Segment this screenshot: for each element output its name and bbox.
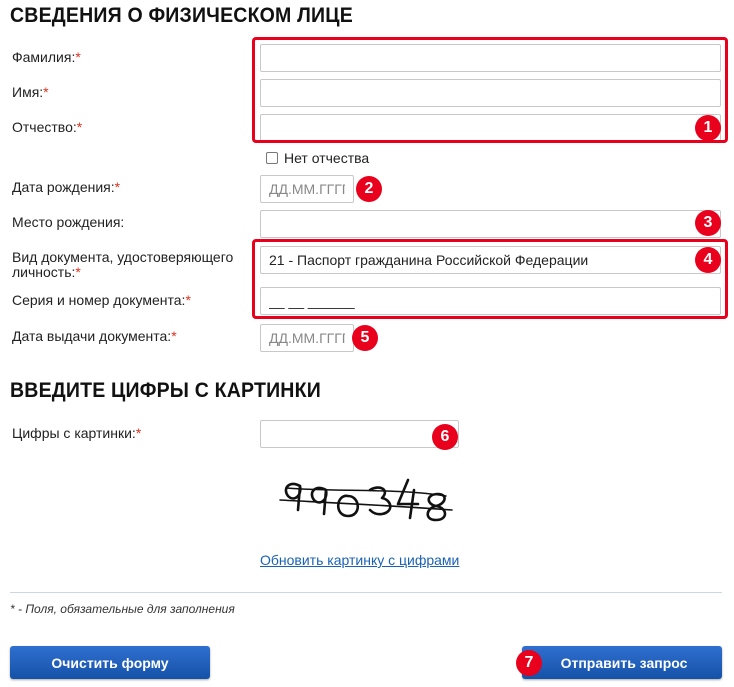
doc-number-label: [12, 292, 191, 308]
badge-7: 7: [516, 650, 542, 676]
badge-4: 4: [695, 247, 721, 273]
refresh-captcha-link[interactable]: Обновить картинку с цифрами: [260, 552, 460, 568]
section-title-personal: СВЕДЕНИЯ О ФИЗИЧЕСКОМ ЛИЦЕ: [10, 4, 353, 27]
name-label: [12, 84, 49, 100]
required-mark: *: [75, 264, 81, 280]
submit-request-button[interactable]: [522, 646, 722, 679]
required-mark: *: [135, 425, 142, 441]
captcha-label-text: Цифры с картинки:: [12, 425, 136, 441]
doc-type-selected-value: 21 - Паспорт гражданина Российской Федерации: [269, 252, 589, 268]
issue-date-label: [12, 328, 177, 344]
birth-date-label-text: Дата рождения:: [12, 179, 115, 195]
badge-1: 1: [695, 115, 721, 141]
patronymic-label: [12, 119, 82, 135]
doc-type-label-text: Вид документа, удостоверяющего личность:: [12, 249, 234, 280]
captcha-input[interactable]: [260, 420, 459, 448]
no-patronymic-label[interactable]: Нет отчества: [284, 150, 370, 166]
required-mark: *: [171, 328, 177, 344]
badge-2: 2: [356, 176, 382, 202]
required-mark: *: [75, 49, 81, 65]
issue-date-label-text: Дата выдачи документа:: [12, 328, 172, 344]
required-fields-note: * - Поля, обязательные для заполнения: [10, 602, 235, 616]
surname-label: [12, 49, 81, 65]
section-title-captcha: ВВЕДИТЕ ЦИФРЫ С КАРТИНКИ: [10, 379, 321, 402]
captcha-label: [12, 425, 141, 441]
surname-label-text: Фамилия:: [12, 49, 76, 65]
captcha-image: [276, 466, 456, 528]
required-mark: *: [76, 119, 83, 135]
issue-date-input[interactable]: [260, 324, 354, 352]
badge-3: 3: [695, 210, 721, 236]
highlight-box-document-fields: [252, 239, 728, 319]
required-mark: *: [114, 179, 121, 195]
birth-place-input[interactable]: [260, 210, 721, 238]
birth-date-label: [12, 179, 120, 195]
clear-form-button[interactable]: Очистить форму: [10, 646, 210, 679]
footer-divider: [10, 592, 722, 593]
birth-date-input[interactable]: [260, 175, 354, 203]
no-patronymic-checkbox[interactable]: [266, 152, 278, 164]
badge-5: 5: [352, 325, 378, 351]
required-mark: *: [185, 292, 191, 308]
highlight-box-name-fields: [252, 37, 728, 143]
name-label-text: Имя:: [12, 84, 44, 100]
badge-6: 6: [432, 424, 458, 450]
patronymic-label-text: Отчество:: [12, 119, 77, 135]
doc-type-label: [12, 250, 247, 280]
required-mark: *: [43, 84, 49, 100]
doc-number-label-text: Серия и номер документа:: [12, 292, 186, 308]
submit-request-label: Отправить запрос: [560, 654, 688, 671]
birth-place-label: Место рождения:: [12, 214, 125, 230]
